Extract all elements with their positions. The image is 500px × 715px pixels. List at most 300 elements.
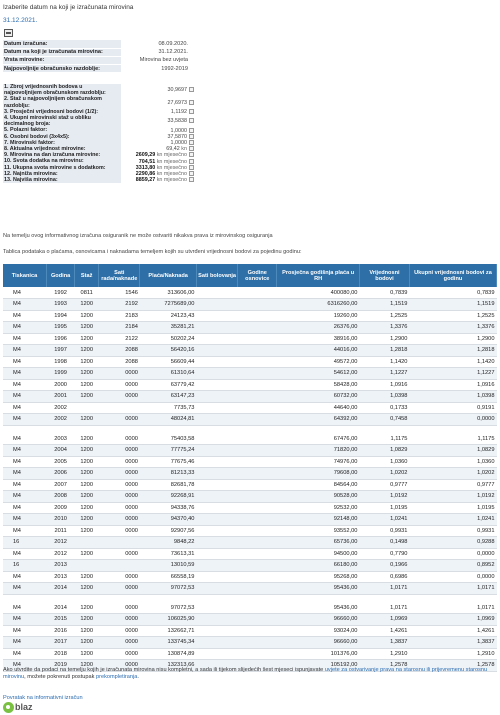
table-cell: 2018 <box>46 648 74 660</box>
table-cell <box>196 287 237 299</box>
table-cell: 1200 <box>75 391 99 403</box>
table-row <box>3 456 497 468</box>
disclaimer-note: Na temelju ovog informativnog izračuna osiguranik ne može ostvariti nikakva prava iz mirovinskog osiguranja <box>3 233 273 239</box>
table-cell <box>238 310 277 322</box>
table-cell <box>99 402 140 414</box>
table-cell: 2013 <box>46 571 74 583</box>
calc-unit: kn mjesečno <box>155 170 187 177</box>
table-row <box>3 560 497 572</box>
table-cell: 0000 <box>99 660 140 672</box>
table-cell: 0000 <box>99 445 140 457</box>
table-cell: 1200 <box>75 571 99 583</box>
column-header: Staž <box>75 264 99 287</box>
table-cell: 1,0916 <box>359 379 409 391</box>
table-cell: 1,0398 <box>409 391 496 403</box>
table-cell: 44640,00 <box>277 402 360 414</box>
info-row <box>3 48 189 56</box>
help-icon[interactable] <box>189 118 194 123</box>
table-cell: 1,0829 <box>359 445 409 457</box>
table-cell: 1,2818 <box>409 345 496 357</box>
table-cell: 64392,00 <box>277 414 360 426</box>
info-label: Vrsta mirovine: <box>3 56 121 64</box>
table-cell: 44016,00 <box>277 345 360 357</box>
info-row <box>3 65 189 73</box>
info-label: Datum izračuna: <box>3 40 121 48</box>
table-cell: 19260,00 <box>277 310 360 322</box>
table-cell: 1,0202 <box>409 468 496 480</box>
back-to-calculation-link[interactable]: Povratak na informativni izračun <box>3 695 83 701</box>
table-cell: 1998 <box>46 356 74 368</box>
help-icon[interactable] <box>189 140 194 145</box>
table-cell: 1,2578 <box>409 660 496 672</box>
table-cell: 0,6986 <box>359 571 409 583</box>
table-cell: 63779,42 <box>140 379 197 391</box>
table-cell: 49572,00 <box>277 356 360 368</box>
table-cell: 2011 <box>46 525 74 537</box>
table-cell <box>238 287 277 299</box>
table-cell <box>196 368 237 380</box>
table-cell: 95436,00 <box>277 583 360 595</box>
table-cell: 1,1175 <box>359 433 409 445</box>
column-header: Tiskanica <box>3 264 46 287</box>
table-cell: 1,3376 <box>359 322 409 334</box>
table-cell: M4 <box>3 356 46 368</box>
table-cell: M4 <box>3 456 46 468</box>
table-cell <box>238 433 277 445</box>
table-cell: 0000 <box>99 391 140 403</box>
table-cell: 0000 <box>99 648 140 660</box>
table-row <box>3 548 497 560</box>
table-cell: 313606,00 <box>140 287 197 299</box>
table-cell: 1999 <box>46 368 74 380</box>
help-icon[interactable] <box>189 128 194 133</box>
table-cell: 400080,00 <box>277 287 360 299</box>
table-row <box>3 648 497 660</box>
table-cell <box>196 602 237 614</box>
calc-label: 12. Najniža mirovina: <box>3 171 121 177</box>
table-row <box>3 345 497 357</box>
table-cell <box>75 402 99 414</box>
table-cell: 77675,46 <box>140 456 197 468</box>
table-cell <box>238 602 277 614</box>
table-cell: 79608,00 <box>277 468 360 480</box>
table-row <box>3 502 497 514</box>
table-cell <box>196 345 237 357</box>
table-cell: 2014 <box>46 602 74 614</box>
table-cell: 94338,76 <box>140 502 197 514</box>
table-cell: 0,0000 <box>409 548 496 560</box>
info-row <box>3 40 189 48</box>
table-cell: 0000 <box>99 491 140 503</box>
table-cell: 1,0171 <box>409 583 496 595</box>
table-cell <box>196 502 237 514</box>
table-cell: 132313,66 <box>140 660 197 672</box>
info-label: Datum na koji je izračunata mirovina: <box>3 48 121 56</box>
table-cell <box>196 648 237 660</box>
table-cell: 61310,64 <box>140 368 197 380</box>
table-cell: 7735,73 <box>140 402 197 414</box>
calc-label: 5. Polazni faktor: <box>3 127 121 133</box>
info-row <box>3 56 189 64</box>
table-cell: 1,0241 <box>409 514 496 526</box>
table-cell <box>75 537 99 549</box>
table-cell: 1200 <box>75 502 99 514</box>
table-cell: 132662,71 <box>140 625 197 637</box>
table-cell <box>99 537 140 549</box>
table-cell: 94370,40 <box>140 514 197 526</box>
table-cell: 0,9931 <box>409 525 496 537</box>
info-icon-cell <box>188 115 196 127</box>
table-cell: 1996 <box>46 333 74 345</box>
table-cell <box>238 379 277 391</box>
table-cell: M4 <box>3 433 46 445</box>
table-cell: 1,0192 <box>409 491 496 503</box>
table-cell: 0000 <box>99 514 140 526</box>
calc-label: 9. Mirovina na dan izračuna mirovine: <box>3 152 121 158</box>
table-cell: 1,2525 <box>359 310 409 322</box>
table-cell <box>238 333 277 345</box>
table-cell: 96660,00 <box>277 637 360 649</box>
help-icon[interactable] <box>189 152 194 157</box>
table-row <box>3 379 497 391</box>
table-cell: M4 <box>3 345 46 357</box>
table-cell: 2013 <box>46 560 74 572</box>
recompletion-link[interactable]: prekompletiranja <box>95 674 138 681</box>
table-cell: 1,0241 <box>359 514 409 526</box>
table-cell: 1200 <box>75 379 99 391</box>
calc-number: 33,5838 <box>167 118 187 125</box>
table-cell: M4 <box>3 602 46 614</box>
date-select-link[interactable]: 31.12.2021. <box>3 17 38 24</box>
table-cell: 0000 <box>99 468 140 480</box>
table-cell: 2000 <box>46 379 74 391</box>
table-cell: 105192,00 <box>277 660 360 672</box>
table-cell <box>238 414 277 426</box>
logo-mark-icon <box>3 702 14 713</box>
table-cell: 1,2900 <box>409 333 496 345</box>
table-cell: 1995 <box>46 322 74 334</box>
table-cell: 56420,16 <box>140 345 197 357</box>
table-row <box>3 368 497 380</box>
table-cell <box>238 571 277 583</box>
calc-unit: kn <box>179 146 187 153</box>
table-cell: 2009 <box>46 502 74 514</box>
table-cell: M4 <box>3 299 46 311</box>
table-row <box>3 571 497 583</box>
table-cell: 1546 <box>99 287 140 299</box>
table-cell: 9848,22 <box>140 537 197 549</box>
table-row <box>3 356 497 368</box>
table-gap <box>3 594 497 602</box>
table-cell: 6316260,00 <box>277 299 360 311</box>
help-icon[interactable] <box>189 146 194 151</box>
table-cell <box>238 368 277 380</box>
table-cell <box>238 514 277 526</box>
table-cell: 2012 <box>46 548 74 560</box>
table-cell: 0000 <box>99 379 140 391</box>
table-cell <box>196 491 237 503</box>
table-cell: 0,9777 <box>359 479 409 491</box>
table-cell: 130874,89 <box>140 648 197 660</box>
table-row <box>3 514 497 526</box>
table-cell <box>238 525 277 537</box>
table-row <box>3 479 497 491</box>
gap-cell <box>3 425 497 433</box>
table-cell: 2005 <box>46 456 74 468</box>
summary-info-table <box>3 40 189 73</box>
table-cell <box>238 548 277 560</box>
table-cell: 1200 <box>75 514 99 526</box>
table-cell <box>99 560 140 572</box>
table-cell: 0,9191 <box>409 402 496 414</box>
column-header: Sati rada/naknade <box>99 264 140 287</box>
table-row <box>3 637 497 649</box>
table-cell <box>238 491 277 503</box>
table-row <box>3 299 497 311</box>
table-cell <box>238 402 277 414</box>
calc-label: 7. Mirovinski faktor: <box>3 140 121 146</box>
pension-conditions-link[interactable]: uvjete za ostvarivanje prava na starosnu ili prijevremenu starosnu mirovinu <box>3 667 488 681</box>
table-cell <box>238 537 277 549</box>
table-cell: 1,2900 <box>359 333 409 345</box>
table-cell: 2192 <box>99 299 140 311</box>
table-cell: 0000 <box>99 479 140 491</box>
table-cell: M4 <box>3 479 46 491</box>
table-cell: 101376,00 <box>277 648 360 660</box>
table-cell <box>196 637 237 649</box>
table-cell: 2015 <box>46 614 74 626</box>
calc-number: 2609,29 <box>135 152 156 159</box>
table-cell <box>238 614 277 626</box>
table-cell: 84564,00 <box>277 479 360 491</box>
table-cell: 1,0202 <box>359 468 409 480</box>
table-cell: 0000 <box>99 602 140 614</box>
table-row <box>3 322 497 334</box>
calc-number: 1,1192 <box>170 108 187 115</box>
salary-data-grid <box>3 264 497 672</box>
table-cell: 1200 <box>75 345 99 357</box>
table-cell: 0,1498 <box>359 537 409 549</box>
info-label: Najpovoljnije obračunsko razdoblje: <box>3 65 121 73</box>
table-cell <box>238 468 277 480</box>
page-title: Izaberite datum na koji je izračunata mirovina <box>3 4 134 11</box>
calc-label: 1. Zbroj vrijednosnih bodova u najpovoljnijem obračunskom razdoblju: <box>3 84 121 96</box>
table-row <box>3 468 497 480</box>
table-cell: 0,7839 <box>409 287 496 299</box>
calc-label: 13. Najviša mirovina: <box>3 177 121 183</box>
table-cell: 2004 <box>46 445 74 457</box>
table-cell <box>238 299 277 311</box>
calc-number: 1,0000 <box>170 127 187 134</box>
table-cell: 1200 <box>75 468 99 480</box>
table-cell: 1,3376 <box>409 322 496 334</box>
table-cell <box>196 548 237 560</box>
table-cell: 1,0171 <box>359 583 409 595</box>
table-cell: 77775,24 <box>140 445 197 457</box>
table-row <box>3 391 497 403</box>
table-row <box>3 287 497 299</box>
table-cell <box>196 299 237 311</box>
table-cell: 1993 <box>46 299 74 311</box>
help-icon[interactable] <box>189 109 194 114</box>
table-cell: 96660,00 <box>277 614 360 626</box>
table-cell: 1994 <box>46 310 74 322</box>
table-cell: 1,1175 <box>409 433 496 445</box>
table-cell: 92268,91 <box>140 491 197 503</box>
table-cell <box>238 479 277 491</box>
table-cell: M4 <box>3 468 46 480</box>
calc-value <box>121 115 188 127</box>
table-cell <box>196 391 237 403</box>
table-cell: 0,9777 <box>409 479 496 491</box>
table-cell: 1200 <box>75 322 99 334</box>
table-cell: 1200 <box>75 333 99 345</box>
info-value: 31.12.2021. <box>121 48 189 56</box>
table-cell <box>196 414 237 426</box>
table-cell: M4 <box>3 322 46 334</box>
table-cell: 50202,24 <box>140 333 197 345</box>
table-cell <box>238 625 277 637</box>
table-cell <box>196 310 237 322</box>
table-cell <box>196 625 237 637</box>
print-icon[interactable] <box>4 29 13 37</box>
table-cell: 1,0398 <box>359 391 409 403</box>
calc-label: 11. Ukupna svota mirovine s dodatkom: <box>3 165 121 171</box>
table-cell: 1200 <box>75 625 99 637</box>
table-cell: 1,1227 <box>359 368 409 380</box>
help-icon[interactable] <box>189 100 194 105</box>
table-cell: 1200 <box>75 491 99 503</box>
table-cell: 1200 <box>75 479 99 491</box>
table-cell: 13010,59 <box>140 560 197 572</box>
table-cell: 1200 <box>75 310 99 322</box>
table-cell: 0000 <box>99 571 140 583</box>
table-cell: 1,0195 <box>409 502 496 514</box>
help-icon[interactable] <box>189 165 194 170</box>
table-cell: 2010 <box>46 514 74 526</box>
help-icon[interactable] <box>189 87 194 92</box>
table-cell: 2012 <box>46 537 74 549</box>
table-cell <box>196 456 237 468</box>
table-cell: 2008 <box>46 491 74 503</box>
table-cell: 90528,00 <box>277 491 360 503</box>
table-cell: 1997 <box>46 345 74 357</box>
table-cell: 1992 <box>46 287 74 299</box>
table-cell <box>238 583 277 595</box>
table-cell: 1,0192 <box>359 491 409 503</box>
table-cell: 63147,23 <box>140 391 197 403</box>
table-cell <box>196 571 237 583</box>
table-cell: 0000 <box>99 637 140 649</box>
table-cell <box>196 402 237 414</box>
table-cell: 1,4261 <box>409 625 496 637</box>
table-cell: 0,0000 <box>409 414 496 426</box>
table-cell: 1200 <box>75 456 99 468</box>
table-cell: 1200 <box>75 525 99 537</box>
table-cell: M4 <box>3 648 46 660</box>
calc-label: 3. Prosječni vrijednosni bodovi (1/2): <box>3 109 121 115</box>
table-cell <box>196 322 237 334</box>
table-cell: M4 <box>3 548 46 560</box>
table-cell: M4 <box>3 514 46 526</box>
table-cell <box>196 333 237 345</box>
table-cell: M4 <box>3 583 46 595</box>
calc-row <box>3 165 196 171</box>
table-cell: 2016 <box>46 625 74 637</box>
help-icon[interactable] <box>189 171 194 176</box>
table-cell <box>196 537 237 549</box>
table-cell: 1,1519 <box>409 299 496 311</box>
calc-number: 69,42 <box>166 146 180 153</box>
column-header: Plaća/Naknada <box>140 264 197 287</box>
table-cell: 1200 <box>75 583 99 595</box>
table-cell <box>238 560 277 572</box>
help-icon[interactable] <box>189 159 194 164</box>
info-icon-cell <box>188 96 196 108</box>
table-cell: 35281,21 <box>140 322 197 334</box>
table-row <box>3 333 497 345</box>
table-cell <box>196 433 237 445</box>
table-cell: 1,1519 <box>359 299 409 311</box>
table-cell: 0000 <box>99 525 140 537</box>
calc-number: 30,9697 <box>167 87 187 94</box>
table-row <box>3 414 497 426</box>
table-cell <box>238 502 277 514</box>
table-cell: 1,2525 <box>409 310 496 322</box>
table-cell <box>196 479 237 491</box>
table-cell: M4 <box>3 614 46 626</box>
table-cell <box>196 468 237 480</box>
table-cell: 94500,00 <box>277 548 360 560</box>
table-row <box>3 583 497 595</box>
table-row <box>3 525 497 537</box>
help-icon[interactable] <box>189 177 194 182</box>
calc-value <box>121 96 188 108</box>
table-cell: 1,4261 <box>359 625 409 637</box>
calculation-table <box>3 84 196 183</box>
table-cell: 95436,00 <box>277 602 360 614</box>
logo <box>3 702 43 714</box>
info-value: Mirovina bez uvjeta <box>121 56 189 64</box>
table-cell <box>196 525 237 537</box>
help-icon[interactable] <box>189 134 194 139</box>
table-cell: M4 <box>3 333 46 345</box>
table-cell: 1200 <box>75 299 99 311</box>
table-cell: 0,9931 <box>359 525 409 537</box>
info-value: 1992-2019 <box>121 65 189 73</box>
table-cell: 2006 <box>46 468 74 480</box>
table-cell: 67476,00 <box>277 433 360 445</box>
table-cell: 58428,00 <box>277 379 360 391</box>
table-cell: M4 <box>3 391 46 403</box>
table-cell: 1200 <box>75 356 99 368</box>
table-cell: M4 <box>3 379 46 391</box>
table-cell: 92907,56 <box>140 525 197 537</box>
table-cell: M4 <box>3 491 46 503</box>
table-cell: M4 <box>3 525 46 537</box>
table-cell: 0000 <box>99 414 140 426</box>
table-cell: 1200 <box>75 637 99 649</box>
table-cell: 66558,19 <box>140 571 197 583</box>
info-value: 08.09.2020. <box>121 40 189 48</box>
table-cell: 81213,33 <box>140 468 197 480</box>
calc-row <box>3 115 196 127</box>
table-cell: M4 <box>3 445 46 457</box>
table-cell <box>238 356 277 368</box>
table-cell: 2001 <box>46 391 74 403</box>
table-cell: M4 <box>3 637 46 649</box>
calc-value <box>121 177 188 183</box>
